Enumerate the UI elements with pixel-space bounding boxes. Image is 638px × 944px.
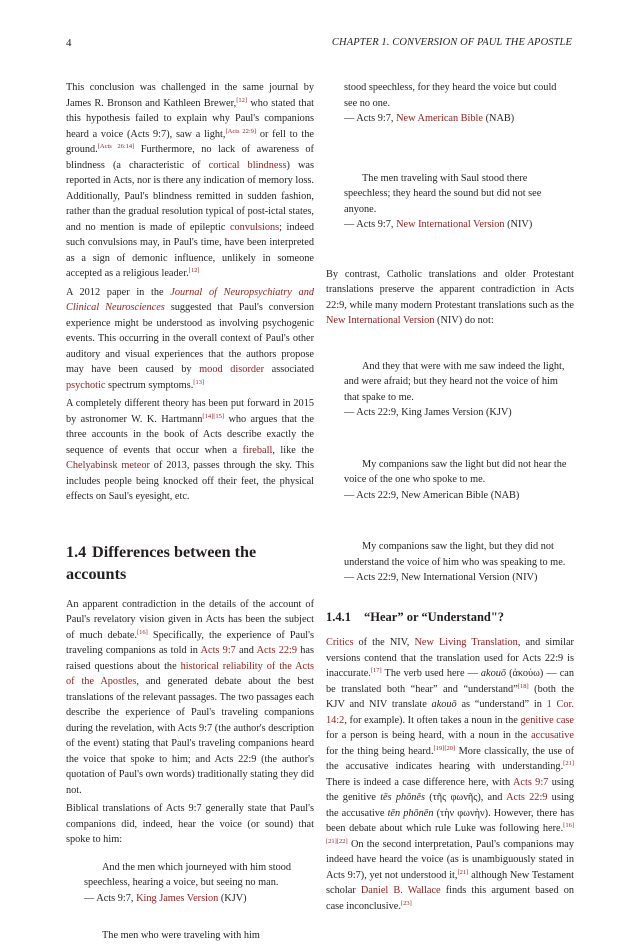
paragraph-critics: Critics of the NIV, New Living Translation, and similar versions contend that the translation used for Acts 22:9 is inaccurate.[17] The verb used here — akouō (ἀκούω) — can be translated both “hear” and “understand”[18] (both the KJV and NIV translate akouō as “understand” in 1 Cor. 14:2, for example). It often takes a noun in the genitive case for a person is being heard, with a noun in the accusative for the thing being heard.[19][20] More classically, the use of the accusative indicates hearing with understanding.[21] There is indeed a case difference here, with Acts 9:7 using the genitive tēs phōnēs (τῆς φωνῆς), and Acts 22:9 using the accusative tēn phōnēn (τὴν φωνὴν). However, there has been debate about which rule Luke was following here.[16][21][22] On the second interpretation, Paul's companions may indeed have heard the voice (as is unambiguously stated in Acts 9:7), yet not understood it,[21] although New Testament scholar Daniel B. Wallace finds this argument based on case inconclusive.[23] bbox=[326, 637, 575, 912]
quote-text: stood speechless, for they heard the voice but could see no one. bbox=[344, 82, 557, 109]
quote-source: — Acts 22:9, New American Bible (NAB) bbox=[344, 489, 520, 501]
subsection-title: “Hear” or “Understand"? bbox=[364, 609, 505, 624]
link-historical-reliability[interactable]: historical reliability of the Acts of the Apostles bbox=[66, 660, 314, 687]
subsection-number: 1.4.1 bbox=[326, 609, 351, 624]
citation[interactable]: [16][21][22] bbox=[326, 822, 574, 845]
quote-acts-22-9-kjv bbox=[326, 359, 574, 421]
paragraph-contradiction: An apparent contradiction in the details of the account of Paul's revelatory vision given in Acts has been the subject of much debate.[16] Specifically, the experience of Paul's traveling companions as told in Acts 9:7 and Acts 22:9 has raised questions about the historical reliability of the Acts of the Apostles, and generated debate about the best translations of the relevant passages. The two passages each describe the experience of Paul's traveling companions during the revelation, with Acts 9:7 (the author's description of the event) stating that Paul's traveling companions heard the voice that spoke to him; and Acts 22:9 (the author's quotation of Paul's own words) traditionally stating they did not. bbox=[66, 598, 315, 796]
link-mood-disorder[interactable]: mood disorder bbox=[199, 364, 265, 375]
link-1-cor-14-2[interactable]: 1 Cor. 14:2 bbox=[326, 699, 574, 726]
page-number: 4 bbox=[66, 37, 72, 49]
section-heading bbox=[66, 541, 314, 585]
link-new-international-version[interactable]: New International Version bbox=[326, 315, 435, 326]
quote-acts-9-7-niv bbox=[326, 171, 574, 233]
citation[interactable]: [12] bbox=[188, 267, 200, 274]
quote-text: The men traveling with Saul stood there speechless; they heard the sound but did not see anyone. bbox=[344, 172, 542, 215]
paragraph-hartmann: A completely different theory has been put forward in 2015 by astronomer W. K. Hartmann[14][15] who argues that the three accounts in the book of Acts describe exactly the sequence of events that occur when a fireball, like the Chelyabinsk meteor of 2013, passes through the sky. This includes people being knocked off their feet, the physical effects on Saul's eyesight, etc. bbox=[66, 398, 314, 502]
quote-acts-22-9-nab bbox=[326, 457, 574, 504]
citation[interactable]: [19][20] bbox=[433, 744, 456, 752]
paragraph-bronson-brewer: This conclusion was challenged in the same journal by James R. Bronson and Kathleen Brewer,[12] who stated that this hypothesis failed to explain why Paul's companions heard a voice (Acts 9:7), saw a light,[Acts 22:9] or fell to the ground.[Acts 26:14] Furthermore, no lack of awareness of blindness (a characteristic of cortical blindness) was reported in Acts, nor is there any indication of memory loss. Additionally, Paul's blindness remitted in sudden fashion, rather than the gradual resolution typical of post-ictal states, and no mention is made of epileptic convulsions; indeed such convulsions may, in Paul's time, have been interpreted as a sign of demonic influence, unlikely in someone accepted as a religious leader.[12] bbox=[66, 82, 315, 279]
link-new-international-version[interactable]: New International Version bbox=[396, 219, 505, 230]
quote-text: The men who were traveling with him bbox=[102, 930, 260, 941]
quote-text: My companions saw the light but did not hear the voice of the one who spoke to me. bbox=[344, 458, 567, 485]
link-psychotic[interactable]: psychotic bbox=[66, 379, 106, 391]
link-king-james-version[interactable]: King James Version bbox=[136, 892, 219, 904]
paragraph-by-contrast: By contrast, Catholic translations and older Protestant translations preserve the apparent contradiction in Acts 22:9, while many modern Protestant translations such as the New International Version (NIV) do not: bbox=[326, 268, 574, 326]
citation[interactable]: [Acts 22:9] bbox=[225, 127, 257, 135]
section-title: Differences between the accounts bbox=[66, 542, 257, 583]
quote-source: — Acts 22:9, New International Version (NIV) bbox=[344, 572, 538, 583]
link-new-american-bible[interactable]: New American Bible bbox=[396, 113, 483, 124]
link-critics[interactable]: Critics bbox=[326, 637, 354, 648]
quote-text: And they that were with me saw indeed the light, and were afraid; but they heard not the voice of him that spake to me. bbox=[344, 360, 565, 403]
citation[interactable]: [13] bbox=[193, 378, 205, 386]
quote-acts-9-7-nab-end bbox=[326, 80, 574, 127]
citation[interactable]: [17] bbox=[370, 667, 382, 674]
left-column bbox=[66, 80, 314, 944]
citation[interactable]: [18] bbox=[517, 682, 529, 690]
paragraph-biblical-translations: Biblical translations of Acts 9:7 generally state that Paul's companions did, indeed, hear the voice (or sound) that spoke to him: bbox=[66, 803, 314, 845]
link-acts-9-7[interactable]: Acts 9:7 bbox=[200, 645, 236, 656]
quote-text: My companions saw the light, but they did not understand the voice of him who was speaking to me. bbox=[344, 541, 566, 568]
citation[interactable]: [Acts 26:14] bbox=[97, 143, 135, 150]
right-column bbox=[326, 80, 574, 917]
subsection-heading bbox=[326, 610, 574, 626]
quote-acts-22-9-niv bbox=[326, 539, 574, 586]
link-acts-9-7[interactable]: Acts 9:7 bbox=[512, 776, 549, 788]
link-new-living-translation[interactable]: New Living Translation bbox=[414, 637, 518, 648]
quote-acts-9-7-nab-start bbox=[66, 928, 314, 944]
section-number: 1.4 bbox=[66, 542, 87, 561]
chapter-header: CHAPTER 1. CONVERSION OF PAUL THE APOSTLE bbox=[331, 37, 572, 48]
citation[interactable]: [21] bbox=[563, 760, 574, 767]
link-fireball[interactable]: fireball bbox=[242, 444, 273, 456]
citation[interactable]: [14][15] bbox=[202, 412, 225, 420]
link-daniel-wallace[interactable]: Daniel B. Wallace bbox=[360, 885, 441, 896]
citation[interactable]: [12] bbox=[236, 96, 248, 104]
link-cortical-blindness[interactable]: cortical blindness bbox=[208, 159, 287, 171]
link-journal-neuropsychiatry[interactable]: Journal of Neuropsychiatry and Clinical Neurosciences bbox=[66, 286, 314, 313]
citation[interactable]: [21] bbox=[457, 868, 469, 876]
citation[interactable]: [23] bbox=[400, 899, 412, 907]
citation[interactable]: [16] bbox=[136, 628, 148, 636]
link-acts-22-9[interactable]: Acts 22:9 bbox=[506, 792, 548, 803]
link-convulsions[interactable]: convulsions bbox=[229, 221, 280, 233]
link-accusative[interactable]: accusative bbox=[531, 730, 574, 741]
quote-text: And the men which journeyed with him stood speechless, hearing a voice, but seeing no man. bbox=[84, 861, 292, 888]
paragraph-2012-paper: A 2012 paper in the Journal of Neuropsychiatry and Clinical Neurosciences suggested that Paul's conversion experience might be understood as involving psychogenic events. This occurring in the overall context of Paul's other auditory and visual experiences that the authors propose may have been caused by mood disorder associated psychotic spectrum symptoms.[13] bbox=[66, 286, 314, 391]
quote-acts-9-7-kjv bbox=[66, 860, 314, 907]
quote-source: — Acts 9:7, New International Version (NIV) bbox=[344, 219, 533, 230]
link-acts-22-9[interactable]: Acts 22:9 bbox=[256, 645, 298, 656]
quote-source: — Acts 9:7, King James Version (KJV) bbox=[84, 892, 247, 904]
link-chelyabinsk-meteor[interactable]: Chelyabinsk meteor bbox=[66, 460, 150, 471]
quote-source: — Acts 22:9, King James Version (KJV) bbox=[344, 407, 512, 418]
link-genitive-case[interactable]: genitive case bbox=[520, 714, 575, 726]
quote-source: — Acts 9:7, New American Bible (NAB) bbox=[344, 113, 515, 124]
